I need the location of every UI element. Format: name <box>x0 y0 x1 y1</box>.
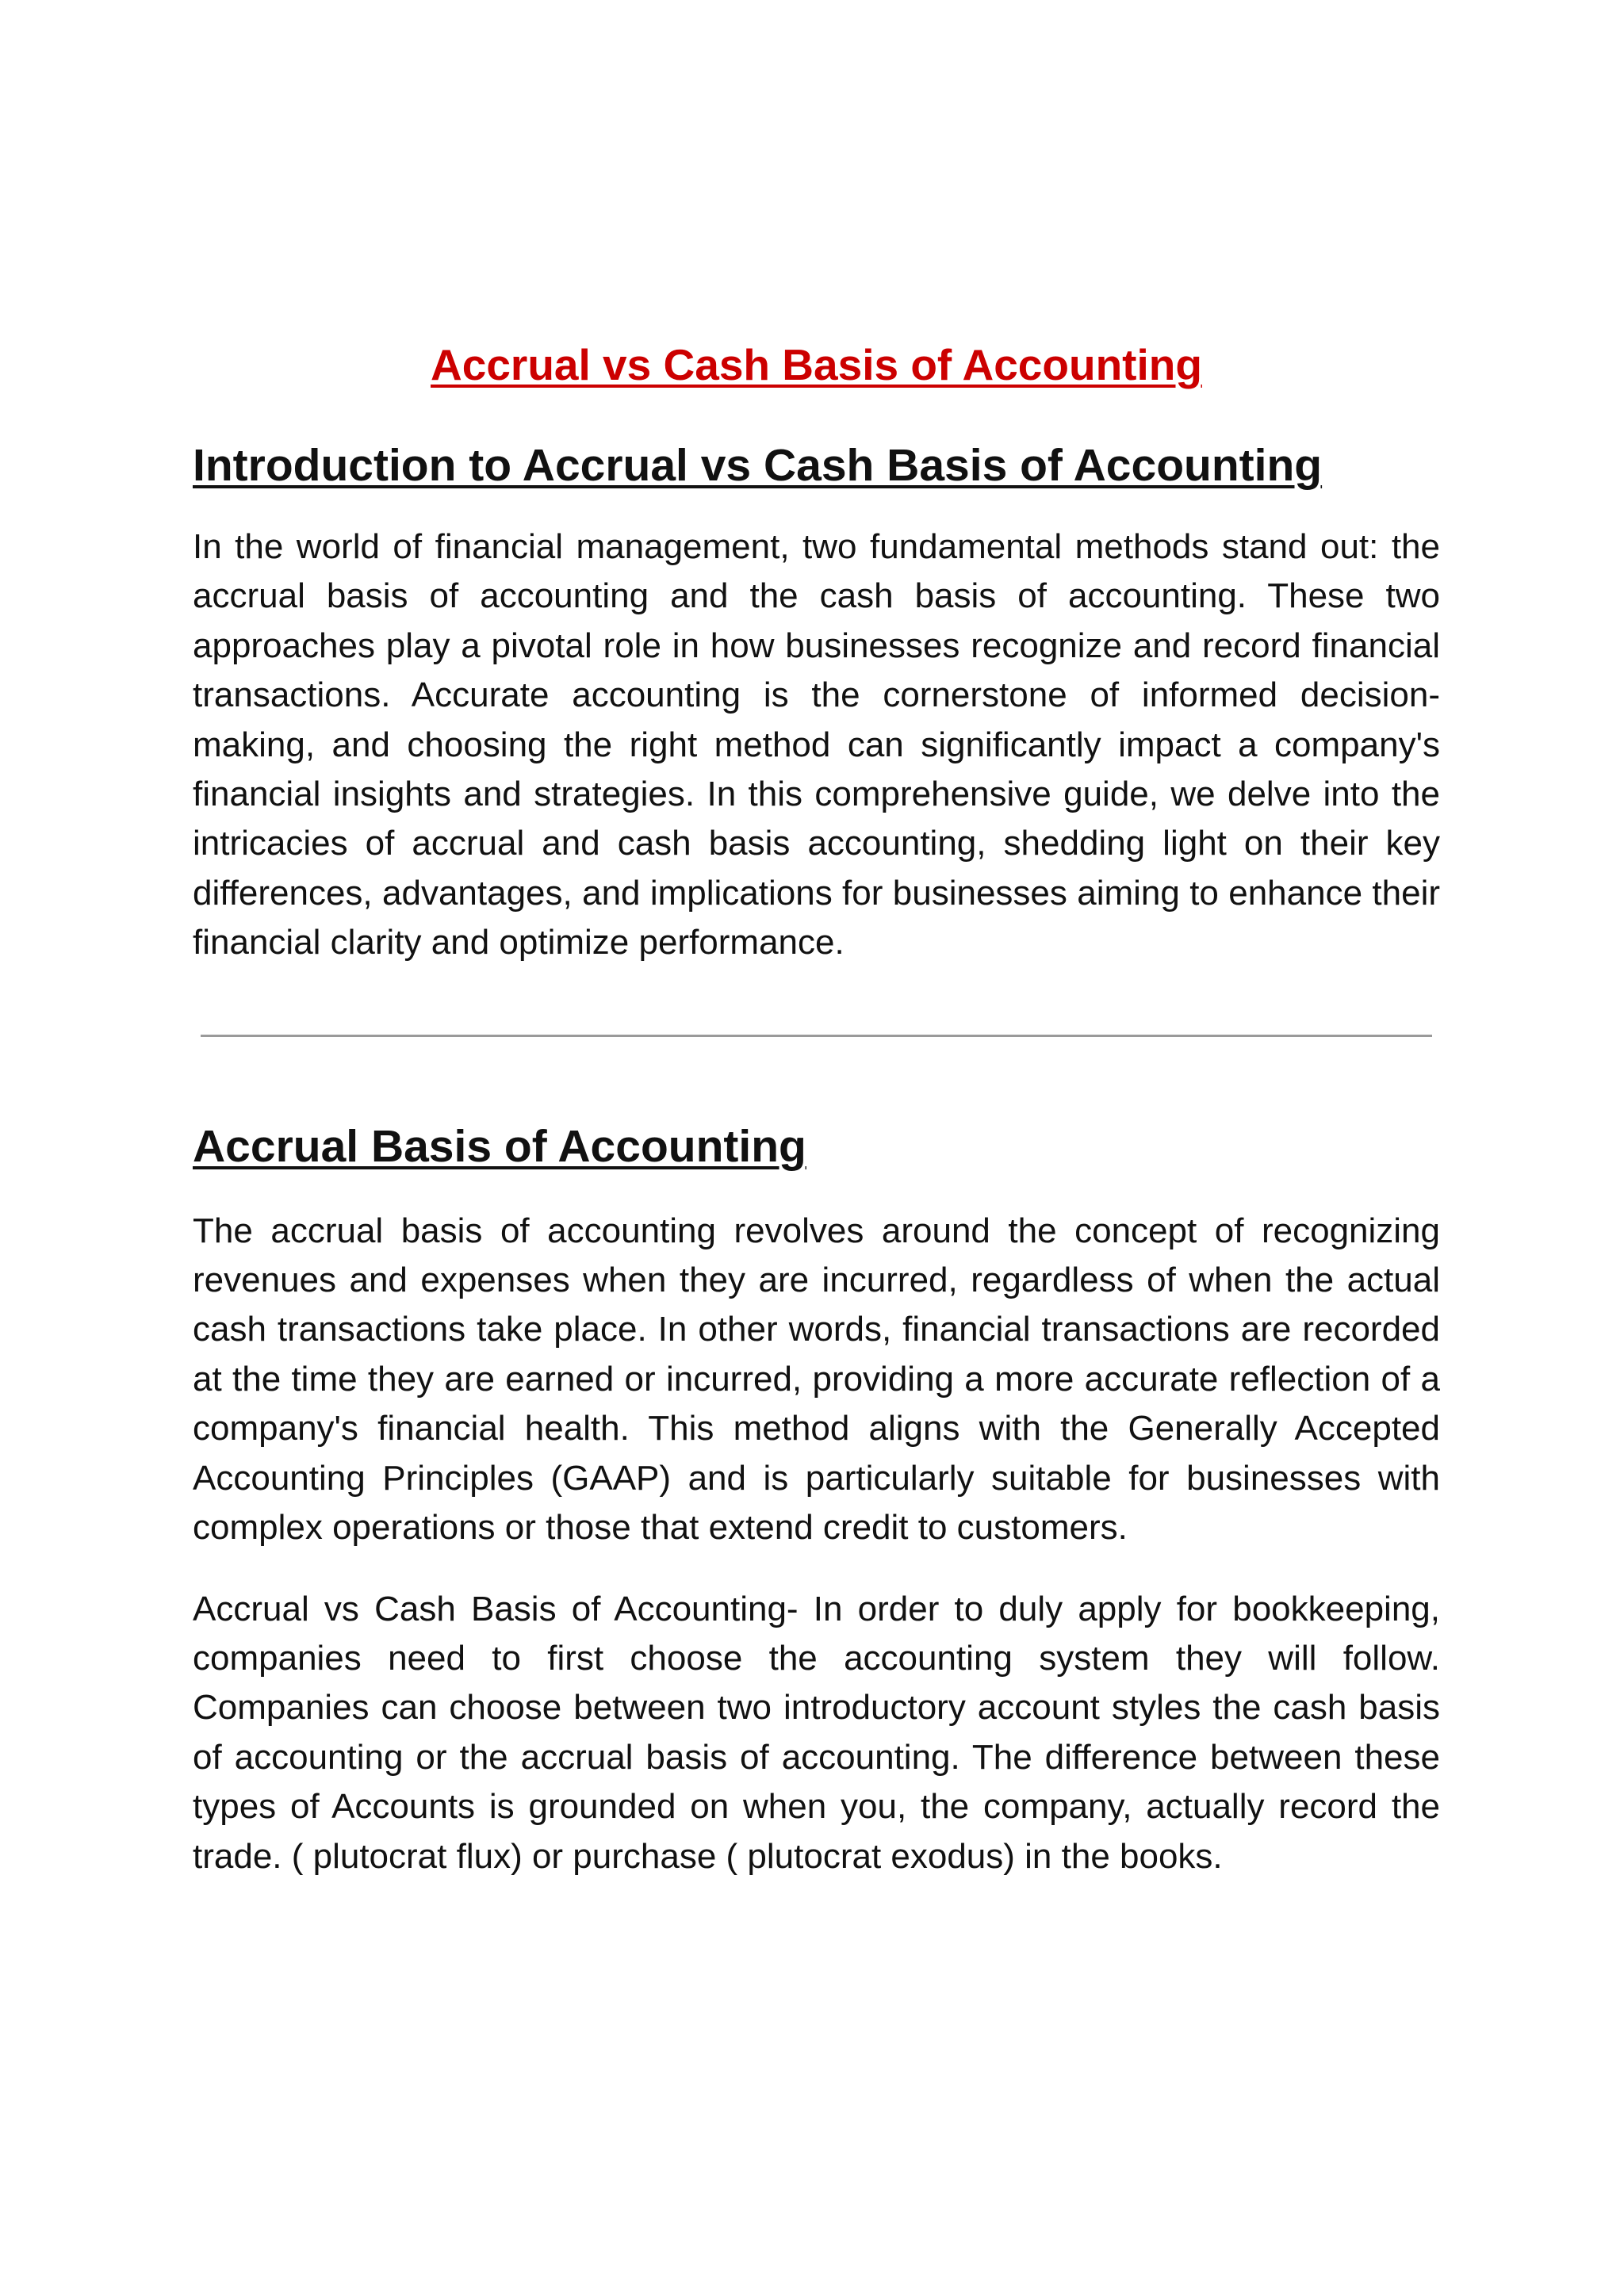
intro-heading: Introduction to Accrual vs Cash Basis of Accounting <box>193 440 1323 491</box>
accrual-paragraph-2: Accrual vs Cash Basis of Accounting- In order to duly apply for bookkeeping, companies need to first choose the accounting system they will follow. Companies can choose between two introductory account styles the cash basis of accounting or the accrual basis of accounting. The difference between these types of Accounts is grounded on when you, the company, actually record the trade. ( plutocrat flux) or purchase ( plutocrat exodus) in the books. <box>193 1589 1440 1876</box>
intro-paragraph: In the world of financial management, two fundamental methods stand out: the accrual basis of accounting and the cash basis of accounting. These two approaches play a pivotal role in how businesses recognize and record financial transactions. Accurate accounting is the cornerstone of informed decision-making, and choosing the right method can significantly impact a company's financial insights and strategies. In this comprehensive guide, we delve into the intricacies of accrual and cash basis accounting, shedding light on their key differences, advantages, and implications for businesses aiming to enhance their financial clarity and optimize performance. <box>193 527 1440 962</box>
accrual-paragraph-1: The accrual basis of accounting revolves around the concept of recognizing revenues and expenses when they are incurred, regardless of when the actual cash transactions take place. In other words, financial transactions are recorded at the time they are earned or incurred, providing a more accurate reflection of a company's financial health. This method aligns with the Generally Accepted Accounting Principles (GAAP) and is particularly suitable for businesses with complex operations or those that extend credit to customers. <box>193 1211 1440 1548</box>
intro-section <box>193 437 1440 968</box>
document-content <box>193 337 1440 1881</box>
accrual-heading: Accrual Basis of Accounting <box>193 1120 806 1172</box>
accrual-section <box>193 1118 1440 1881</box>
document-title: Accrual vs Cash Basis of Accounting <box>431 340 1202 389</box>
section-divider <box>201 1035 1432 1037</box>
